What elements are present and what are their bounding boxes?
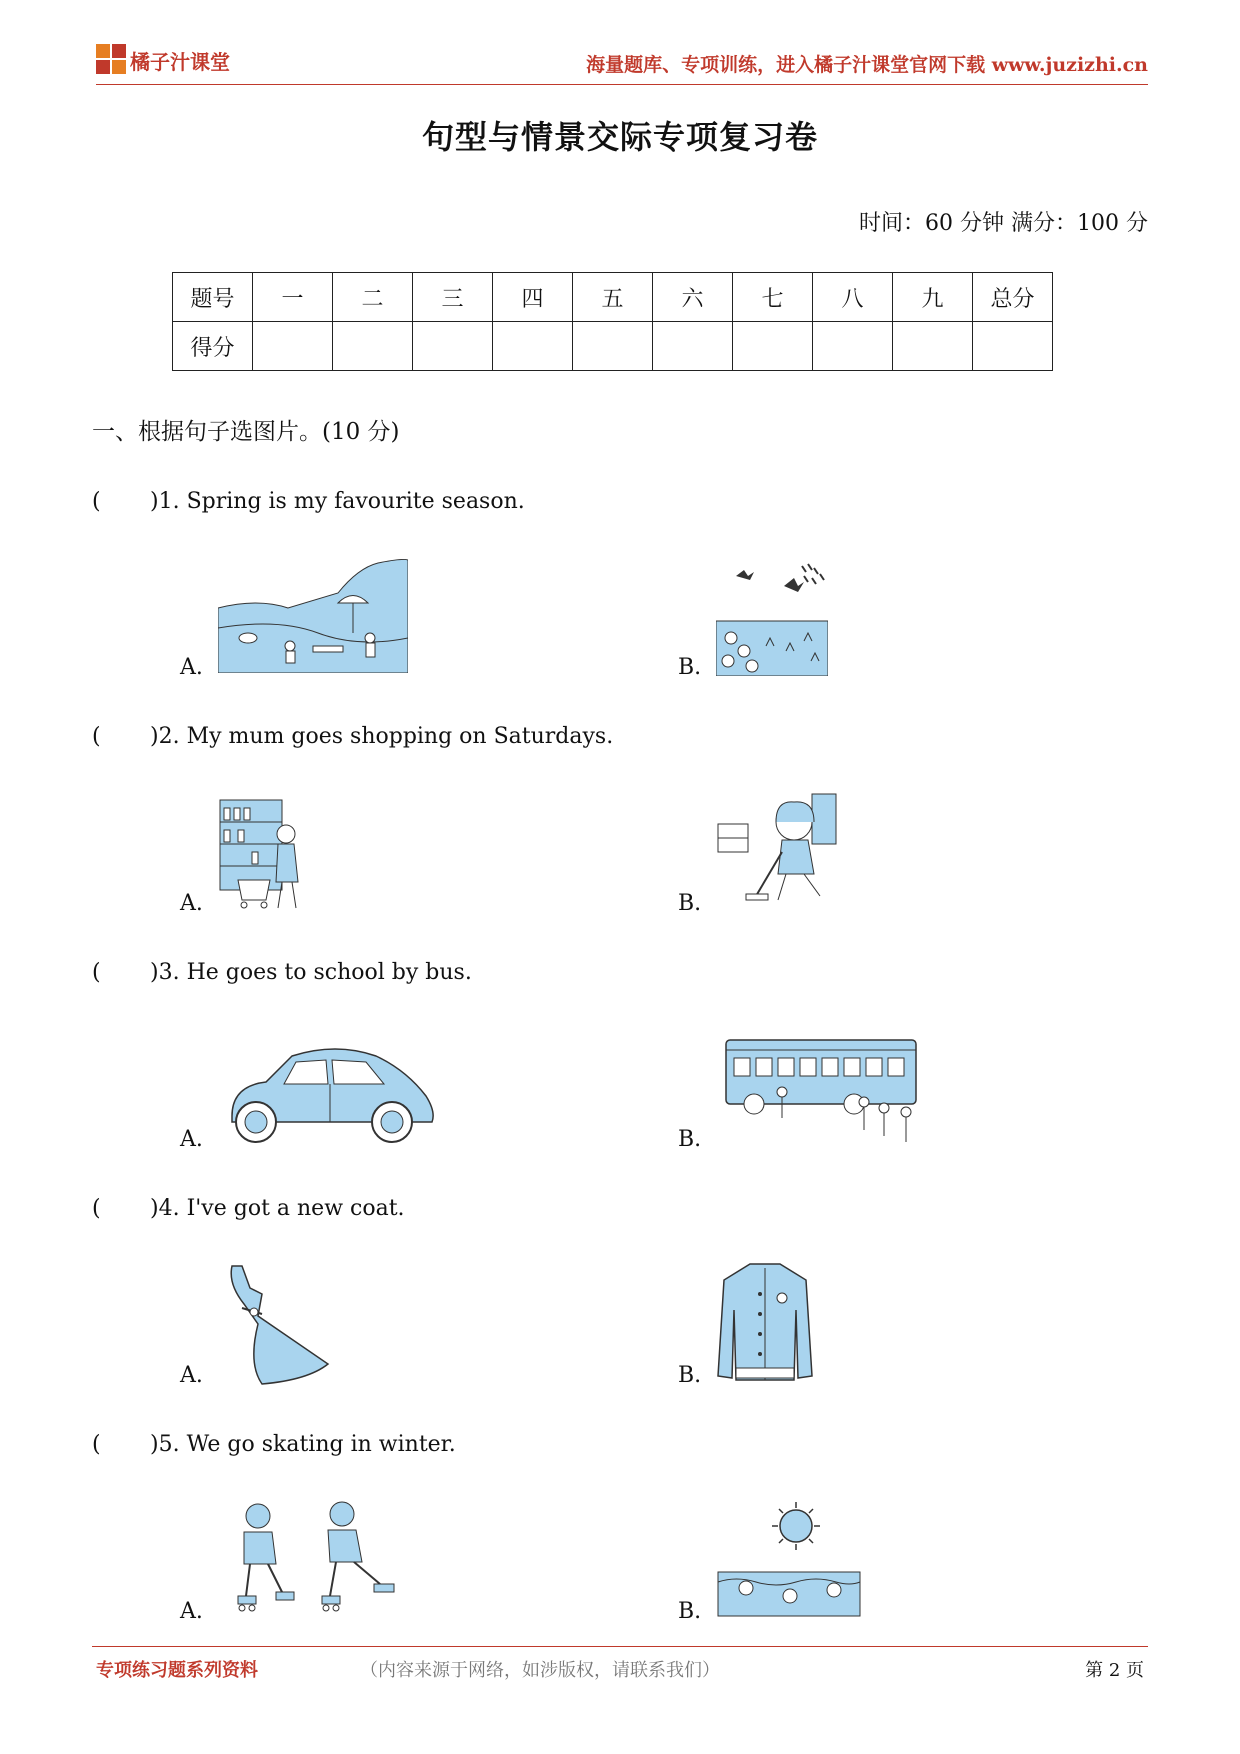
jacket-icon[interactable]: [716, 1260, 814, 1384]
option-a-label: A.: [180, 891, 203, 916]
option-a-label: A.: [180, 1363, 203, 1388]
page-number: 第 2 页: [1085, 1660, 1144, 1681]
score-table-col: 九: [893, 273, 973, 322]
answer-blank[interactable]: (: [92, 1196, 101, 1221]
bus-with-children-icon[interactable]: [724, 1038, 920, 1146]
score-cell[interactable]: [733, 322, 813, 371]
question-5: [92, 1432, 456, 1457]
score-table-score-row: [173, 322, 1053, 371]
option-b-label: B.: [678, 655, 702, 680]
score-cell[interactable]: [333, 322, 413, 371]
option-b-label: B.: [678, 1127, 702, 1152]
score-table-col: 六: [653, 273, 733, 322]
score-cell[interactable]: [573, 322, 653, 371]
time-info: 时间：60 分钟 满分：100 分: [859, 211, 1148, 236]
answer-blank[interactable]: (: [92, 1432, 101, 1457]
spring-birds-flowers-icon[interactable]: [716, 556, 828, 676]
footer-series-label: 专项练习题系列资料: [96, 1660, 258, 1681]
answer-blank[interactable]: (: [92, 960, 101, 985]
swimming-sun-icon[interactable]: [716, 1500, 862, 1618]
section-title: 一、根据句子选图片。(10 分): [92, 419, 400, 445]
option-b-label: B.: [678, 1363, 702, 1388]
score-table-col: 二: [333, 273, 413, 322]
car-icon[interactable]: [226, 1046, 438, 1146]
score-cell[interactable]: [493, 322, 573, 371]
score-cell[interactable]: [893, 322, 973, 371]
question-4: [92, 1196, 405, 1221]
answer-blank[interactable]: (: [92, 489, 101, 514]
score-table-col: 七: [733, 273, 813, 322]
score-cell[interactable]: [653, 322, 733, 371]
score-table-col: 总分: [973, 273, 1053, 322]
question-2: [92, 724, 613, 749]
score-cell[interactable]: [813, 322, 893, 371]
logo-text: 橘子汁课堂: [130, 50, 230, 74]
footer-divider: [92, 1646, 1148, 1647]
score-table-header-row: [173, 273, 1053, 322]
question-3: [92, 960, 472, 985]
question-text: )4. I've got a new coat.: [150, 1196, 405, 1221]
question-text: )5. We go skating in winter.: [150, 1432, 456, 1457]
option-a-label: A.: [180, 1599, 203, 1624]
girl-cleaning-floor-icon[interactable]: [716, 792, 838, 912]
score-table-score-label: 得分: [173, 322, 253, 371]
score-cell[interactable]: [413, 322, 493, 371]
score-table-col: 五: [573, 273, 653, 322]
question-1: [92, 489, 525, 514]
header-slogan: 海量题库、专项训练，进入橘子汁课堂官网下载 www.juzizhi.cn: [586, 54, 1148, 76]
beach-scene-icon[interactable]: [218, 558, 408, 673]
option-a-label: A.: [180, 1127, 203, 1152]
page-title: 句型与情景交际专项复习卷: [421, 118, 818, 156]
option-b-label: B.: [678, 891, 702, 916]
supermarket-shopping-icon[interactable]: [218, 792, 336, 910]
score-cell[interactable]: [973, 322, 1053, 371]
score-table-col: 三: [413, 273, 493, 322]
question-text: )3. He goes to school by bus.: [150, 960, 472, 985]
question-text: )2. My mum goes shopping on Saturdays.: [150, 724, 614, 749]
option-a-label: A.: [180, 655, 203, 680]
footer-copyright-note: （内容来源于网络，如涉版权，请联系我们）: [360, 1660, 720, 1681]
header-divider: [96, 84, 1148, 85]
logo-icon: [96, 44, 126, 74]
score-table-col: 四: [493, 273, 573, 322]
option-b-label: B.: [678, 1599, 702, 1624]
score-cell[interactable]: [253, 322, 333, 371]
score-table: [172, 272, 1053, 371]
question-text: )1. Spring is my favourite season.: [150, 489, 525, 514]
score-table-col: 一: [253, 273, 333, 322]
score-table-header-label: 题号: [173, 273, 253, 322]
score-table-col: 八: [813, 273, 893, 322]
dress-icon[interactable]: [218, 1264, 334, 1386]
kids-skating-icon[interactable]: [230, 1500, 426, 1618]
answer-blank[interactable]: (: [92, 724, 101, 749]
